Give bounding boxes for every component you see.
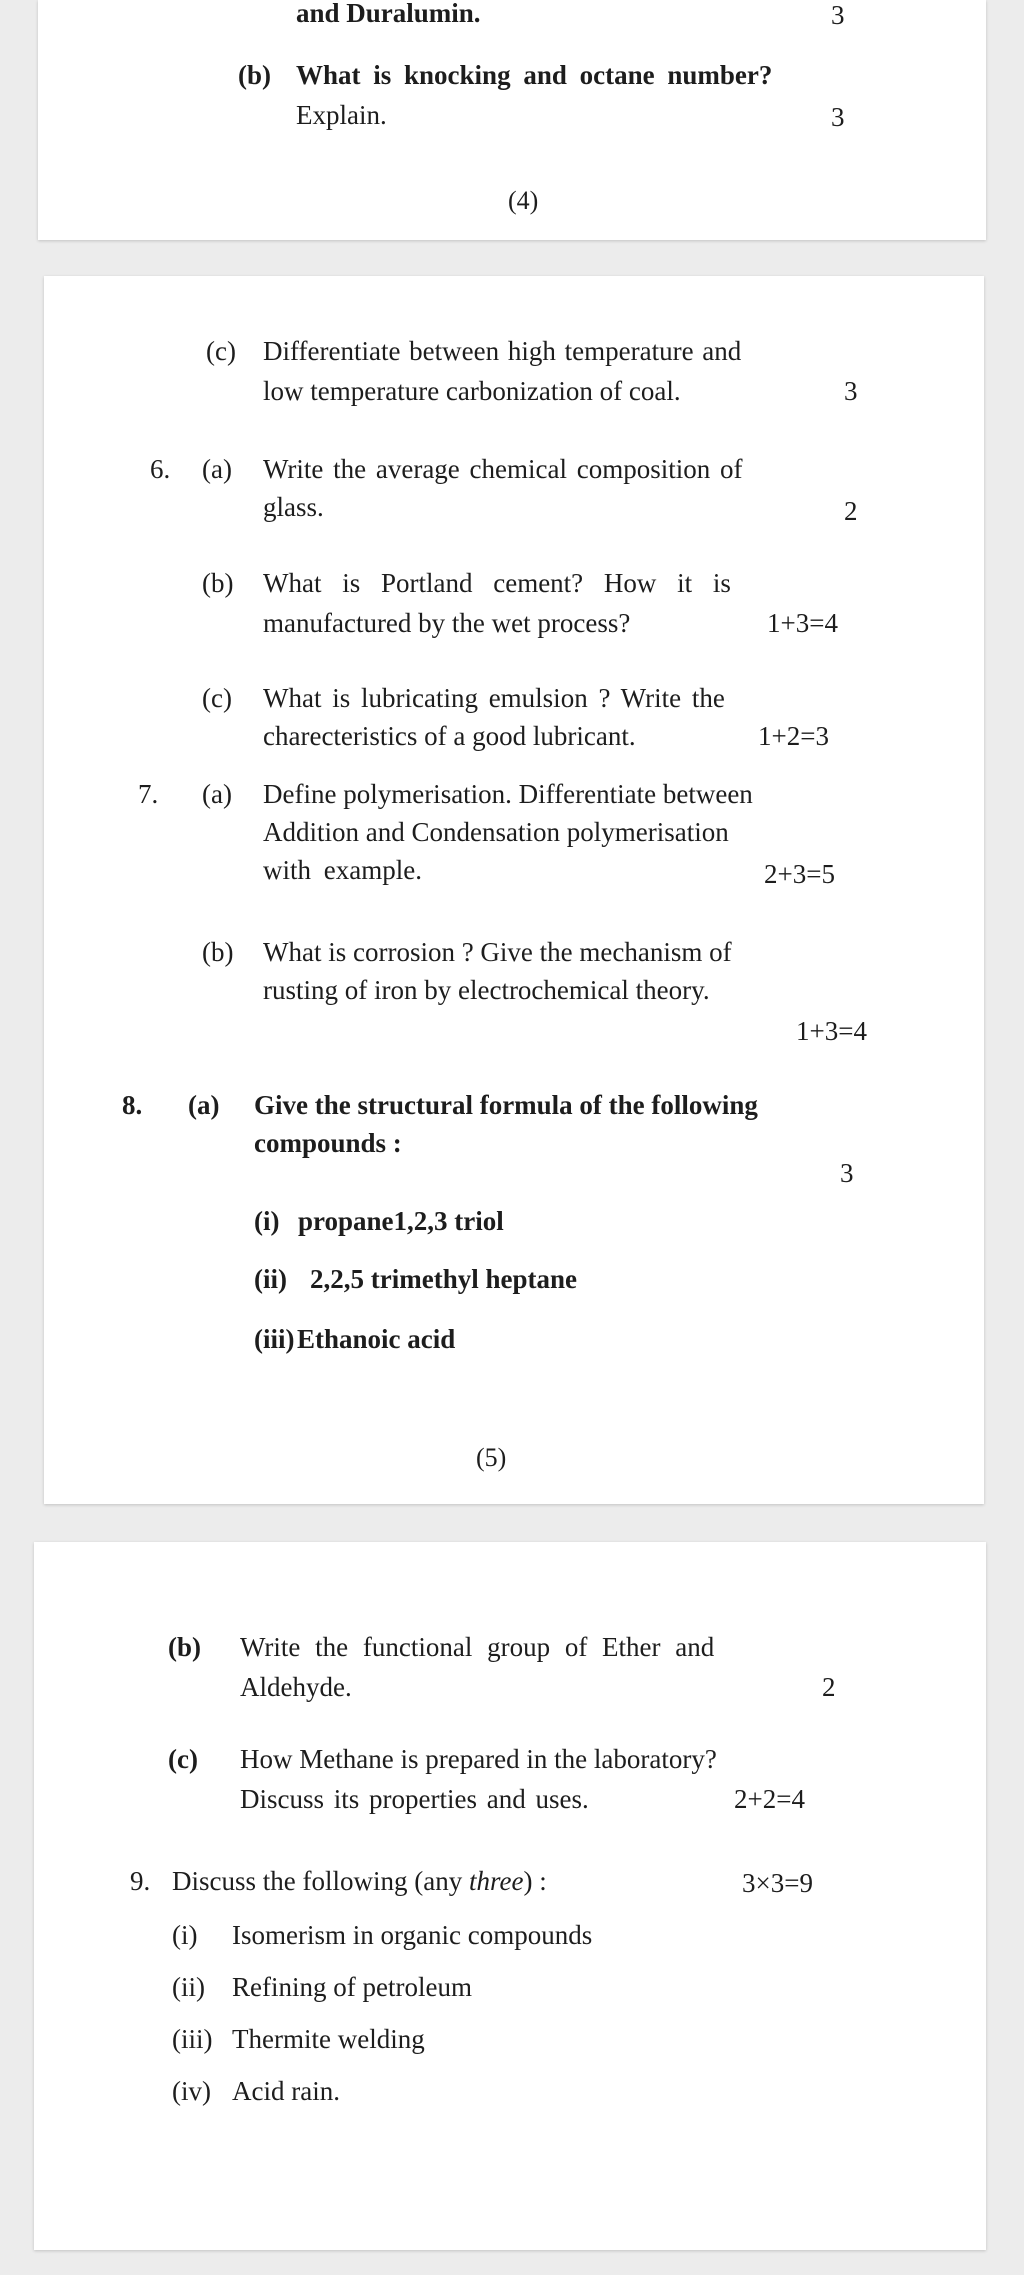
q9-item-label: (i) [172, 1920, 198, 1950]
q6a-marks: 2 [844, 496, 858, 526]
q8a-item-label: (ii) [254, 1264, 287, 1294]
q9-number: 9. [130, 1866, 151, 1896]
q6a-line2: glass. [263, 492, 324, 522]
q8c-line1: How Methane is prepared in the laboratory? [240, 1744, 717, 1774]
q6b-marks: 1+3=4 [767, 608, 838, 638]
q8a-item-label: (iii) [254, 1324, 295, 1354]
q9-item-label: (iii) [172, 2024, 213, 2054]
q5c-marks: 3 [844, 376, 858, 406]
page-5 [44, 276, 984, 1504]
q9-item-label: (ii) [172, 1972, 205, 2002]
q5c-line2: low temperature carbonization of coal. [263, 376, 681, 406]
q7b-line1: What is corrosion ? Give the mechanism of [263, 937, 732, 967]
q8a-line2: compounds : [254, 1128, 402, 1158]
q8a-marks: 3 [840, 1158, 854, 1188]
q7a-line1: Define polymerisation. Differentiate between [263, 779, 753, 809]
q7b-label: (b) [202, 937, 234, 967]
q9-prompt-end: ) : [523, 1866, 547, 1896]
q8-number: 8. [122, 1090, 143, 1120]
q6b-label: (b) [202, 568, 234, 598]
q7b-marks: 1+3=4 [796, 1016, 867, 1046]
q8a-line1: Give the structural formula of the following [254, 1090, 758, 1120]
q8b-line2: Aldehyde. [240, 1672, 352, 1702]
q6c-line1: What is lubricating emulsion ? Write the [263, 683, 725, 713]
q6b-line1: What is Portland cement? How it is [263, 568, 731, 598]
q6c-label: (c) [202, 683, 232, 713]
fragment-text: and Duralumin. [296, 0, 481, 28]
q8a-label: (a) [188, 1090, 220, 1120]
q7a-marks: 2+3=5 [764, 859, 835, 889]
q9-marks: 3×3=9 [742, 1868, 813, 1898]
q8b-line1: Write the functional group of Ether and [240, 1632, 715, 1662]
page-6 [34, 1542, 986, 2250]
q8c-label: (c) [168, 1744, 198, 1774]
page-number-4: (4) [508, 186, 539, 215]
q9-prompt-start: Discuss the following (any [172, 1866, 469, 1896]
q5b-line1: What is knocking and octane number? [296, 60, 773, 90]
q8a-item-label: (i) [254, 1206, 280, 1236]
page-number-5: (5) [476, 1443, 507, 1472]
q9-prompt [172, 1864, 547, 1898]
q8a-item-text: 2,2,5 trimethyl heptane [310, 1264, 577, 1294]
q7b-line2: rusting of iron by electrochemical theory. [263, 975, 710, 1005]
q5c-line1: Differentiate between high temperature and [263, 336, 742, 366]
q9-item-text: Refining of petroleum [232, 1972, 472, 2002]
q9-item-text: Acid rain. [232, 2076, 340, 2106]
q6c-marks: 1+2=3 [758, 721, 829, 751]
page-4-fragment [38, 0, 986, 240]
q8b-marks: 2 [822, 1672, 836, 1702]
q8c-line2: Discuss its properties and uses. [240, 1784, 589, 1814]
q7a-label: (a) [202, 779, 232, 809]
q5b-marks: 3 [831, 102, 845, 132]
q8a-item-text: Ethanoic acid [297, 1324, 456, 1354]
q6b-line2: manufactured by the wet process? [263, 608, 631, 638]
q9-prompt-italic: three [468, 1866, 524, 1896]
q6a-label: (a) [202, 454, 232, 484]
q7a-line3: with example. [263, 855, 422, 885]
q6-number: 6. [150, 454, 171, 484]
q8b-label: (b) [168, 1632, 201, 1662]
q6c-line2: charecteristics of a good lubricant. [263, 721, 636, 751]
q7a-line2: Addition and Condensation polymerisation [263, 817, 729, 847]
q5c-label: (c) [206, 336, 236, 366]
q8a-item-text: propane1,2,3 triol [298, 1206, 504, 1236]
fragment-marks: 3 [831, 0, 845, 30]
q9-item-text: Thermite welding [232, 2024, 425, 2054]
q6a-line1: Write the average chemical composition of [263, 454, 743, 484]
q8c-marks: 2+2=4 [734, 1784, 805, 1814]
q9-item-text: Isomerism in organic compounds [232, 1920, 593, 1950]
q7-number: 7. [138, 779, 159, 809]
q9-item-label: (iv) [172, 2076, 211, 2106]
q5b-label: (b) [238, 60, 271, 90]
q5b-line2: Explain. [296, 100, 387, 130]
